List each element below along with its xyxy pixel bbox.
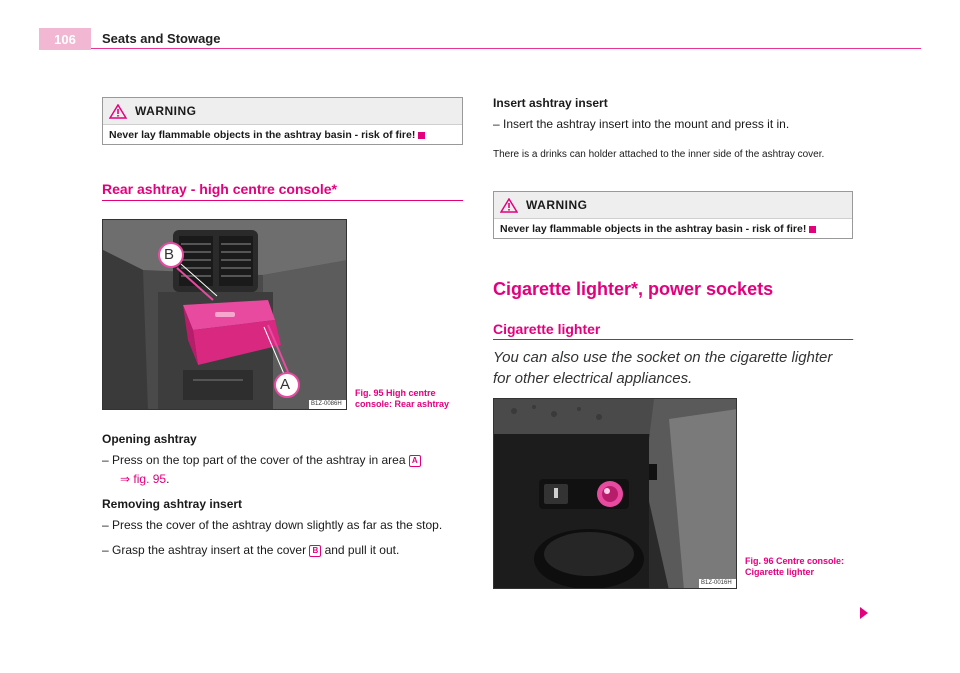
figure-caption: Fig. 95 High centre console: Rear ashtray: [355, 388, 450, 409]
warning-message-2: Never lay flammable objects in the ashtray basin - risk of fire!: [500, 223, 807, 235]
removing-label: Removing ashtray insert: [102, 497, 243, 511]
figure-rear-ashtray: [102, 219, 347, 410]
end-marker: [809, 226, 816, 233]
opening-label: Opening ashtray: [102, 432, 197, 446]
insert-step: – Insert the ashtray insert into the mount and press it in.: [493, 117, 790, 131]
header-rule: [91, 48, 921, 49]
warning-box-2: [493, 191, 853, 239]
section-heading: Cigarette lighter*, power sockets: [493, 279, 774, 299]
opening-step-text: – Press on the top part of the cover of the ashtray in area: [102, 453, 406, 467]
rear-ashtray-illustration: [103, 220, 347, 410]
lighter-subheading-rule: [493, 339, 853, 340]
insert-label: Insert ashtray insert: [493, 96, 608, 110]
lighter-intro: You can also use the socket on the cigarette lighter for other electrical appliances.: [493, 349, 833, 387]
ref-badge-a: A: [409, 455, 421, 467]
opening-step-end: .: [166, 472, 170, 486]
page-number: 106: [39, 28, 91, 50]
subheading-rule: [102, 200, 463, 201]
warning-title: WARNING: [135, 104, 197, 118]
figure-cigarette-lighter: [493, 398, 737, 589]
next-page-arrow-icon[interactable]: [860, 607, 868, 619]
removing-step-2: [102, 541, 482, 560]
warning-header: [103, 98, 462, 125]
removing-step-2-end: and pull it out.: [324, 543, 400, 557]
cigarette-lighter-illustration: [494, 399, 737, 589]
removing-step-2-text: – Grasp the ashtray insert at the cover: [102, 543, 307, 557]
warning-message: Never lay flammable objects in the ashtray basin - risk of fire!: [109, 129, 416, 141]
warning-text: [103, 125, 462, 144]
figure-caption-2: Fig. 96 Centre console: Cigarette lighter: [745, 556, 845, 577]
figure-label-a: A: [280, 376, 291, 393]
ref-badge-b: B: [309, 545, 321, 557]
insert-note: There is a drinks can holder attached to the inner side of the ashtray cover.: [493, 149, 825, 160]
warning-box: [102, 97, 463, 145]
figure-code: B1Z-0086H: [311, 401, 342, 407]
warning-text-2: [494, 219, 852, 238]
lighter-subheading: Cigarette lighter: [493, 321, 601, 337]
warning-triangle-icon: [109, 104, 127, 119]
warning-triangle-icon: [500, 198, 518, 213]
end-marker: [418, 132, 425, 139]
figure-label-b: B: [164, 246, 175, 263]
subsection-heading: Rear ashtray - high centre console*: [102, 181, 337, 197]
fig-95-link[interactable]: ⇒ fig. 95: [120, 472, 167, 486]
warning-title-2: WARNING: [526, 198, 588, 212]
figure-code-2: B1Z-0016H: [701, 580, 732, 586]
removing-step-1: – Press the cover of the ashtray down slightly as far as the stop.: [102, 518, 443, 532]
section-title: Seats and Stowage: [102, 31, 221, 46]
warning-header-2: [494, 192, 852, 219]
opening-step: [102, 451, 462, 489]
